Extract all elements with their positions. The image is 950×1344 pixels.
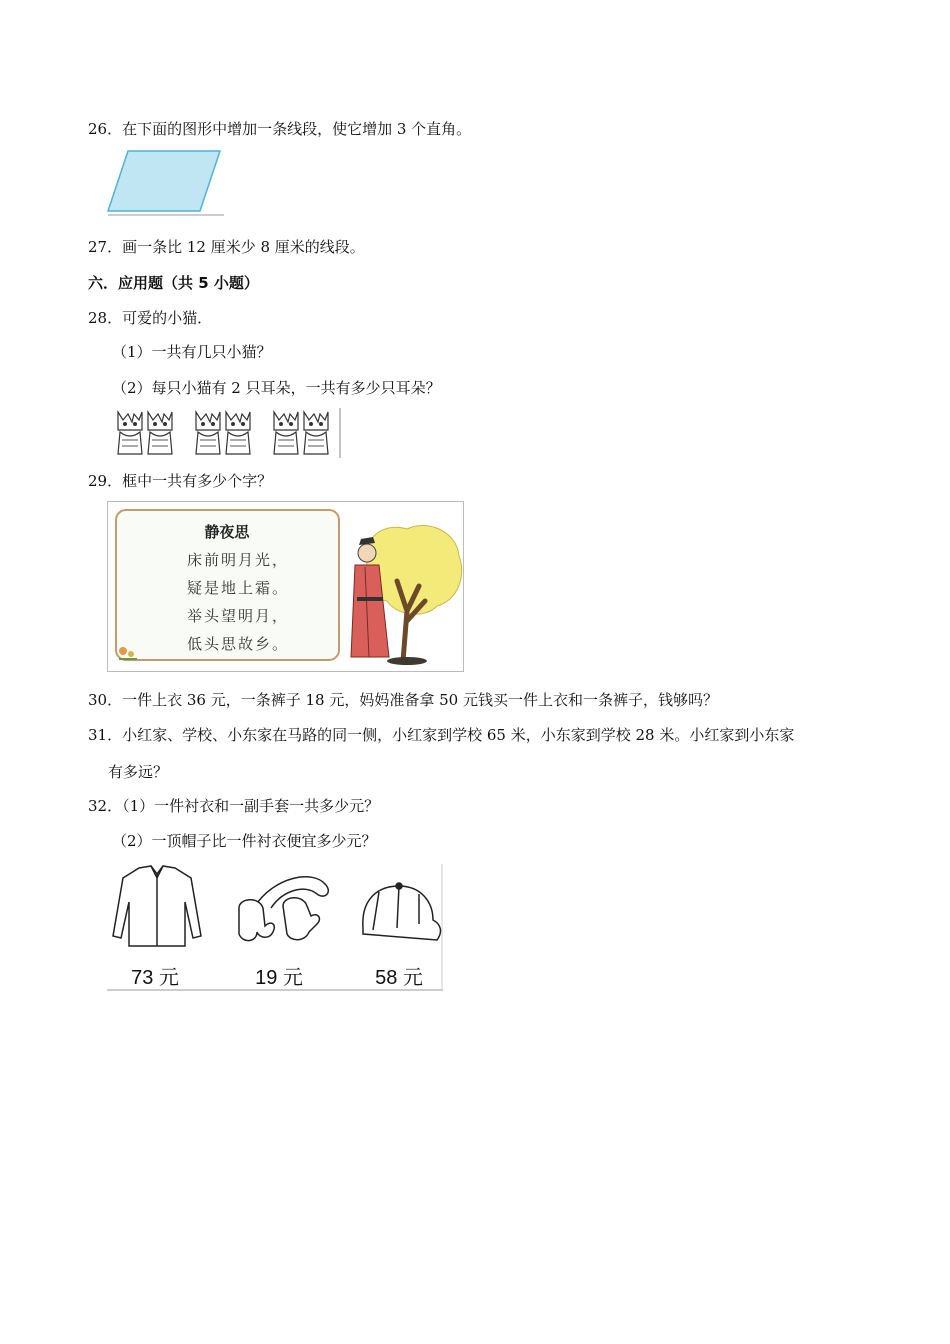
poem-line: 低头思故乡。 bbox=[187, 635, 290, 653]
question-31: 31．小红家、学校、小东家在马路的同一侧，小红家到学校 65 米，小东家到学校 28 米。小红家到小东家 bbox=[88, 726, 795, 744]
clothing-prices-figure bbox=[107, 864, 445, 994]
question-27: 27．画一条比 12 厘米少 8 厘米的线段。 bbox=[88, 238, 365, 256]
poem-title: 静夜思 bbox=[204, 523, 250, 541]
question-28-part-1: （1）一共有几只小猫？ bbox=[112, 343, 272, 361]
section-heading: 六．应用题（共 5 小题） bbox=[88, 274, 259, 292]
cat-icon bbox=[118, 412, 172, 454]
question-28-part-2: （2）每只小猫有 2 只耳朵，一共有多少只耳朵？ bbox=[112, 379, 441, 397]
question-32-part-1: 32．（1）一件衬衣和一副手套一共多少元？ bbox=[88, 797, 380, 815]
price-label: 58 元 bbox=[375, 967, 423, 989]
question-26: 26．在下面的图形中增加一条线段，使它增加 3 个直角。 bbox=[88, 120, 472, 138]
price-label: 73 元 bbox=[131, 967, 179, 989]
question-28: 28．可爱的小猫． bbox=[88, 309, 213, 327]
poem-illustration bbox=[107, 501, 465, 673]
parallelogram-figure bbox=[106, 148, 226, 218]
question-29: 29．框中一共有多少个字？ bbox=[88, 472, 273, 490]
question-31-continued: 有多远？ bbox=[108, 763, 169, 781]
poem-line: 举头望明月， bbox=[187, 607, 290, 625]
cat-icon bbox=[274, 412, 328, 454]
cap-icon bbox=[363, 883, 441, 940]
poem-line: 床前明月光， bbox=[187, 551, 290, 569]
cat-icon bbox=[196, 412, 250, 454]
question-30: 30．一件上衣 36 元，一条裤子 18 元，妈妈准备拿 50 元钱买一件上衣和一条裤子，钱够吗？ bbox=[88, 691, 718, 709]
price-label: 19 元 bbox=[255, 967, 303, 989]
poem-line: 疑是地上霜。 bbox=[187, 579, 290, 597]
mittens-icon bbox=[239, 877, 328, 941]
shirt-icon bbox=[113, 866, 201, 946]
kittens-figure bbox=[108, 406, 344, 460]
question-32-part-2: （2）一顶帽子比一件衬衣便宜多少元？ bbox=[112, 832, 377, 850]
